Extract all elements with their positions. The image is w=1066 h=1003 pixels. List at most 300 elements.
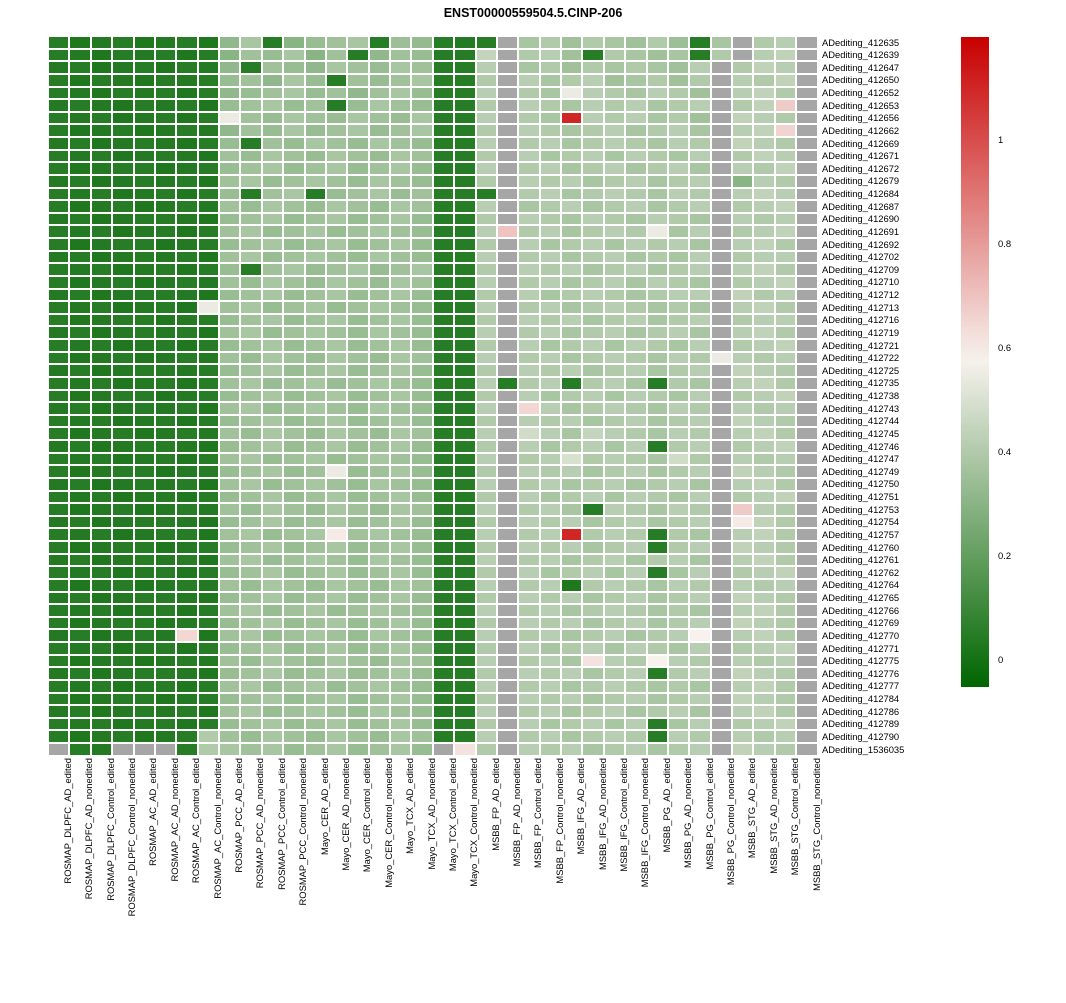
heatmap-cell xyxy=(454,99,475,112)
heatmap-cell xyxy=(454,642,475,655)
heatmap-cell xyxy=(48,364,69,377)
heatmap-cell xyxy=(305,528,326,541)
heatmap-row xyxy=(48,730,818,743)
heatmap-cell xyxy=(732,503,753,516)
heatmap-cell xyxy=(69,617,90,630)
heatmap-cell xyxy=(155,516,176,529)
heatmap-cell xyxy=(476,415,497,428)
heatmap-cell xyxy=(326,402,347,415)
heatmap-cell xyxy=(48,415,69,428)
heatmap-cell xyxy=(454,238,475,251)
heatmap-cell xyxy=(69,465,90,478)
heatmap-cell xyxy=(604,124,625,137)
heatmap-cell xyxy=(518,339,539,352)
heatmap-cell xyxy=(134,301,155,314)
heatmap-cell xyxy=(476,453,497,466)
heatmap-cell xyxy=(476,188,497,201)
heatmap-cell xyxy=(454,478,475,491)
heatmap-cell xyxy=(647,251,668,264)
heatmap-cell xyxy=(112,528,133,541)
heatmap-cell xyxy=(48,705,69,718)
heatmap-cell xyxy=(390,74,411,87)
heatmap-cell xyxy=(775,705,796,718)
heatmap-cell xyxy=(155,61,176,74)
heatmap-cell xyxy=(369,251,390,264)
heatmap-cell xyxy=(347,604,368,617)
heatmap-cell xyxy=(69,213,90,226)
heatmap-cell xyxy=(347,440,368,453)
heatmap-cell xyxy=(155,655,176,668)
heatmap-cell xyxy=(433,364,454,377)
heatmap-cell xyxy=(262,579,283,592)
heatmap-cell xyxy=(732,730,753,743)
heatmap-cell xyxy=(476,718,497,731)
heatmap-cell xyxy=(582,617,603,630)
heatmap-cell xyxy=(198,314,219,327)
heatmap-cell xyxy=(390,301,411,314)
heatmap-cell xyxy=(561,427,582,440)
heatmap-cell xyxy=(305,150,326,163)
heatmap-cell xyxy=(176,276,197,289)
heatmap-cell xyxy=(176,112,197,125)
heatmap-cell xyxy=(176,491,197,504)
heatmap-cell xyxy=(369,516,390,529)
heatmap-cell xyxy=(347,655,368,668)
heatmap-cell xyxy=(305,61,326,74)
heatmap-cell xyxy=(753,566,774,579)
heatmap-cell xyxy=(540,629,561,642)
heatmap-cell xyxy=(390,465,411,478)
heatmap-cell xyxy=(305,642,326,655)
heatmap-cell xyxy=(647,314,668,327)
heatmap-cell xyxy=(112,124,133,137)
heatmap-cell xyxy=(112,592,133,605)
heatmap-cell xyxy=(775,200,796,213)
heatmap-cell xyxy=(91,364,112,377)
heatmap-cell xyxy=(262,705,283,718)
heatmap-column-label: ROSMAP_DLPFC_Control_nonedited xyxy=(126,758,138,917)
heatmap-cell xyxy=(112,289,133,302)
heatmap-cell xyxy=(305,137,326,150)
heatmap-cell xyxy=(369,377,390,390)
heatmap-cell xyxy=(240,541,261,554)
heatmap-cell xyxy=(176,655,197,668)
heatmap-cell xyxy=(134,440,155,453)
heatmap-cell xyxy=(326,440,347,453)
heatmap-cell xyxy=(497,541,518,554)
heatmap-cell xyxy=(198,667,219,680)
heatmap-cell xyxy=(689,74,710,87)
heatmap-cell xyxy=(262,440,283,453)
heatmap-cell xyxy=(561,99,582,112)
heatmap-cell xyxy=(262,516,283,529)
heatmap-cell xyxy=(775,604,796,617)
heatmap-cell xyxy=(518,364,539,377)
heatmap-cell xyxy=(796,629,817,642)
heatmap-cell xyxy=(48,263,69,276)
heatmap-cell xyxy=(91,541,112,554)
heatmap-cell xyxy=(689,175,710,188)
heatmap-cell xyxy=(411,427,432,440)
heatmap-cell xyxy=(540,314,561,327)
heatmap-cell xyxy=(689,642,710,655)
heatmap-cell xyxy=(796,642,817,655)
heatmap-cell xyxy=(604,528,625,541)
heatmap-cell xyxy=(326,617,347,630)
heatmap-cell xyxy=(689,528,710,541)
heatmap-cell xyxy=(262,289,283,302)
heatmap-cell xyxy=(347,427,368,440)
heatmap-column-label: MSBB_FP_AD_edited xyxy=(489,758,501,851)
heatmap-cell xyxy=(647,175,668,188)
heatmap-cell xyxy=(176,326,197,339)
heatmap-cell xyxy=(476,402,497,415)
heatmap-cell xyxy=(518,61,539,74)
heatmap-cell xyxy=(134,213,155,226)
heatmap-cell xyxy=(198,718,219,731)
heatmap-cell xyxy=(411,36,432,49)
heatmap-cell xyxy=(219,541,240,554)
colorbar-ticks xyxy=(992,36,1052,686)
heatmap-cell xyxy=(753,352,774,365)
heatmap-row-label: ADediting_412754 xyxy=(822,516,900,528)
heatmap-cell xyxy=(240,314,261,327)
heatmap-cell xyxy=(561,743,582,756)
heatmap-cell xyxy=(796,61,817,74)
heatmap-cell xyxy=(347,352,368,365)
heatmap-cell xyxy=(476,251,497,264)
heatmap-cell xyxy=(326,36,347,49)
heatmap-cell xyxy=(775,629,796,642)
heatmap-cell xyxy=(369,617,390,630)
heatmap-cell xyxy=(775,402,796,415)
heatmap-cell xyxy=(411,326,432,339)
heatmap-cell xyxy=(604,415,625,428)
heatmap-row-label: ADediting_412771 xyxy=(822,642,900,654)
heatmap-cell xyxy=(689,326,710,339)
heatmap-cell xyxy=(69,36,90,49)
heatmap-cell xyxy=(262,680,283,693)
heatmap-cell xyxy=(134,124,155,137)
heatmap-cell xyxy=(753,314,774,327)
heatmap-cell xyxy=(69,693,90,706)
heatmap-cell xyxy=(369,427,390,440)
heatmap-cell xyxy=(240,326,261,339)
heatmap-row-label: ADediting_412764 xyxy=(822,579,900,591)
heatmap-cell xyxy=(518,415,539,428)
heatmap-cell xyxy=(454,364,475,377)
heatmap-cell xyxy=(476,200,497,213)
heatmap-cell xyxy=(454,225,475,238)
heatmap-cell xyxy=(198,503,219,516)
heatmap-cell xyxy=(689,99,710,112)
heatmap-cell xyxy=(647,478,668,491)
heatmap-cell xyxy=(604,74,625,87)
heatmap-cell xyxy=(155,188,176,201)
heatmap-cell xyxy=(112,642,133,655)
heatmap-cell xyxy=(753,440,774,453)
heatmap-cell xyxy=(433,390,454,403)
heatmap-cell xyxy=(647,427,668,440)
heatmap-cell xyxy=(561,377,582,390)
heatmap-cell xyxy=(262,61,283,74)
heatmap-cell xyxy=(433,36,454,49)
heatmap-cell xyxy=(369,566,390,579)
heatmap-cell xyxy=(753,377,774,390)
heatmap-cell xyxy=(48,465,69,478)
heatmap-cell xyxy=(411,440,432,453)
heatmap-cell xyxy=(454,390,475,403)
heatmap-cell xyxy=(326,705,347,718)
heatmap-cell xyxy=(305,705,326,718)
heatmap-cell xyxy=(454,718,475,731)
heatmap-cell xyxy=(518,566,539,579)
heatmap-cell xyxy=(369,592,390,605)
heatmap-cell xyxy=(668,87,689,100)
heatmap-cell xyxy=(240,743,261,756)
heatmap-cell xyxy=(604,175,625,188)
heatmap-cell xyxy=(326,604,347,617)
heatmap-cell xyxy=(753,592,774,605)
heatmap-cell xyxy=(240,592,261,605)
heatmap-cell xyxy=(753,175,774,188)
heatmap-cell xyxy=(518,74,539,87)
heatmap-cell xyxy=(262,49,283,62)
heatmap-cell xyxy=(561,251,582,264)
heatmap-cell xyxy=(433,604,454,617)
heatmap-cell xyxy=(647,655,668,668)
heatmap-cell xyxy=(476,604,497,617)
heatmap-cell xyxy=(347,377,368,390)
heatmap-cell xyxy=(540,617,561,630)
heatmap-cell xyxy=(91,554,112,567)
heatmap-cell xyxy=(497,705,518,718)
colorbar-tick-label: 0.2 xyxy=(998,550,1012,561)
heatmap-cell xyxy=(540,554,561,567)
heatmap-cell xyxy=(48,390,69,403)
heatmap-cell xyxy=(454,326,475,339)
heatmap-cell xyxy=(732,705,753,718)
heatmap-cell xyxy=(497,427,518,440)
heatmap-cell xyxy=(69,99,90,112)
heatmap-cell xyxy=(347,718,368,731)
heatmap-cell xyxy=(540,364,561,377)
heatmap-cell xyxy=(647,604,668,617)
heatmap-cell xyxy=(176,49,197,62)
heatmap-cell xyxy=(476,390,497,403)
heatmap-cell xyxy=(497,314,518,327)
heatmap-cell xyxy=(689,225,710,238)
heatmap-cell xyxy=(711,314,732,327)
heatmap-cell xyxy=(689,251,710,264)
heatmap-cell xyxy=(219,150,240,163)
heatmap-cell xyxy=(347,175,368,188)
heatmap-cell xyxy=(91,453,112,466)
heatmap-cell xyxy=(561,238,582,251)
heatmap-cell xyxy=(540,566,561,579)
heatmap-cell xyxy=(48,175,69,188)
heatmap-cell xyxy=(753,326,774,339)
heatmap-cell xyxy=(369,705,390,718)
heatmap-cell xyxy=(711,175,732,188)
heatmap-cell xyxy=(155,528,176,541)
heatmap-cell xyxy=(775,326,796,339)
heatmap-cell xyxy=(155,617,176,630)
heatmap-row xyxy=(48,49,818,62)
heatmap-cell xyxy=(198,730,219,743)
heatmap-cell xyxy=(155,36,176,49)
heatmap-cell xyxy=(433,629,454,642)
heatmap-cell xyxy=(219,566,240,579)
heatmap-cell xyxy=(433,705,454,718)
heatmap-cell xyxy=(326,162,347,175)
heatmap-cell xyxy=(326,667,347,680)
heatmap-cell xyxy=(69,629,90,642)
heatmap-cell xyxy=(240,162,261,175)
heatmap-cell xyxy=(347,263,368,276)
heatmap-cell xyxy=(604,213,625,226)
heatmap-cell xyxy=(219,503,240,516)
heatmap-cell xyxy=(134,465,155,478)
heatmap-cell xyxy=(454,213,475,226)
heatmap-cell xyxy=(198,49,219,62)
heatmap-cell xyxy=(390,251,411,264)
heatmap-cell xyxy=(369,162,390,175)
heatmap-cell xyxy=(48,629,69,642)
heatmap-cell xyxy=(198,339,219,352)
heatmap-cell xyxy=(711,743,732,756)
heatmap-cell xyxy=(454,705,475,718)
heatmap-cell xyxy=(69,137,90,150)
heatmap-cell xyxy=(476,642,497,655)
heatmap-cell xyxy=(647,49,668,62)
heatmap-cell xyxy=(411,390,432,403)
heatmap-cell xyxy=(198,465,219,478)
heatmap-cell xyxy=(198,87,219,100)
heatmap-cell xyxy=(69,112,90,125)
heatmap-cell xyxy=(48,99,69,112)
heatmap-cell xyxy=(240,225,261,238)
heatmap-cell xyxy=(625,289,646,302)
heatmap-cell xyxy=(711,415,732,428)
heatmap-cell xyxy=(112,314,133,327)
heatmap-cell xyxy=(753,516,774,529)
heatmap-cell xyxy=(711,528,732,541)
heatmap-cell xyxy=(69,364,90,377)
heatmap-cell xyxy=(91,465,112,478)
heatmap-cell xyxy=(582,112,603,125)
heatmap-cell xyxy=(454,516,475,529)
heatmap-cell xyxy=(134,377,155,390)
heatmap-cell xyxy=(711,680,732,693)
heatmap-cell xyxy=(134,743,155,756)
heatmap-cell xyxy=(796,251,817,264)
heatmap-cell xyxy=(476,465,497,478)
heatmap-cell xyxy=(240,263,261,276)
heatmap-row-label: ADediting_412751 xyxy=(822,491,900,503)
heatmap-cell xyxy=(347,478,368,491)
heatmap-cell xyxy=(796,554,817,567)
heatmap-column-label: ROSMAP_AC_Control_nonedited xyxy=(211,758,223,899)
heatmap-cell xyxy=(134,352,155,365)
heatmap-cell xyxy=(732,124,753,137)
heatmap-cell xyxy=(347,74,368,87)
heatmap-cell xyxy=(91,478,112,491)
heatmap-cell xyxy=(625,276,646,289)
heatmap-cell xyxy=(240,213,261,226)
heatmap-cell xyxy=(711,566,732,579)
heatmap-cell xyxy=(518,680,539,693)
heatmap-cell xyxy=(433,301,454,314)
heatmap-cell xyxy=(689,478,710,491)
heatmap-cell xyxy=(112,377,133,390)
heatmap-cell xyxy=(625,326,646,339)
heatmap-cell xyxy=(411,339,432,352)
heatmap-cell xyxy=(369,326,390,339)
heatmap-cell xyxy=(411,730,432,743)
heatmap-cell xyxy=(433,503,454,516)
heatmap-cell xyxy=(198,352,219,365)
heatmap-cell xyxy=(305,225,326,238)
heatmap-cell xyxy=(262,453,283,466)
heatmap-cell xyxy=(326,352,347,365)
heatmap-cell xyxy=(262,743,283,756)
heatmap-cell xyxy=(647,339,668,352)
heatmap-column-label: Mayo_TCX_AD_edited xyxy=(404,758,416,854)
heatmap-cell xyxy=(240,655,261,668)
heatmap-cell xyxy=(647,667,668,680)
heatmap-cell xyxy=(240,200,261,213)
heatmap-cell xyxy=(753,225,774,238)
heatmap-cell xyxy=(497,604,518,617)
heatmap-cell xyxy=(262,730,283,743)
heatmap-column-label: ROSMAP_AC_AD_nonedited xyxy=(168,758,180,882)
heatmap-cell xyxy=(561,453,582,466)
heatmap-cell xyxy=(625,453,646,466)
heatmap-cell xyxy=(476,617,497,630)
heatmap-cell xyxy=(668,743,689,756)
heatmap-cell xyxy=(689,427,710,440)
heatmap-cell xyxy=(668,112,689,125)
heatmap-cell xyxy=(647,112,668,125)
heatmap-cell xyxy=(219,528,240,541)
heatmap-cell xyxy=(283,390,304,403)
heatmap-cell xyxy=(91,566,112,579)
heatmap-cell xyxy=(518,516,539,529)
heatmap-cell xyxy=(689,364,710,377)
heatmap-cell xyxy=(454,440,475,453)
heatmap-cell xyxy=(647,301,668,314)
heatmap-cell xyxy=(347,364,368,377)
heatmap-cell xyxy=(518,718,539,731)
heatmap-cell xyxy=(647,730,668,743)
heatmap-cell xyxy=(134,629,155,642)
heatmap-cell xyxy=(369,112,390,125)
heatmap-cell xyxy=(732,554,753,567)
heatmap-cell xyxy=(689,743,710,756)
heatmap-cell xyxy=(625,629,646,642)
heatmap-cell xyxy=(625,655,646,668)
heatmap-cell xyxy=(561,112,582,125)
heatmap-cell xyxy=(411,592,432,605)
heatmap-row xyxy=(48,655,818,668)
heatmap-cell xyxy=(411,251,432,264)
heatmap-cell xyxy=(433,61,454,74)
heatmap-cell xyxy=(625,554,646,567)
heatmap-cell xyxy=(369,718,390,731)
heatmap-cell xyxy=(604,326,625,339)
heatmap-cell xyxy=(91,251,112,264)
